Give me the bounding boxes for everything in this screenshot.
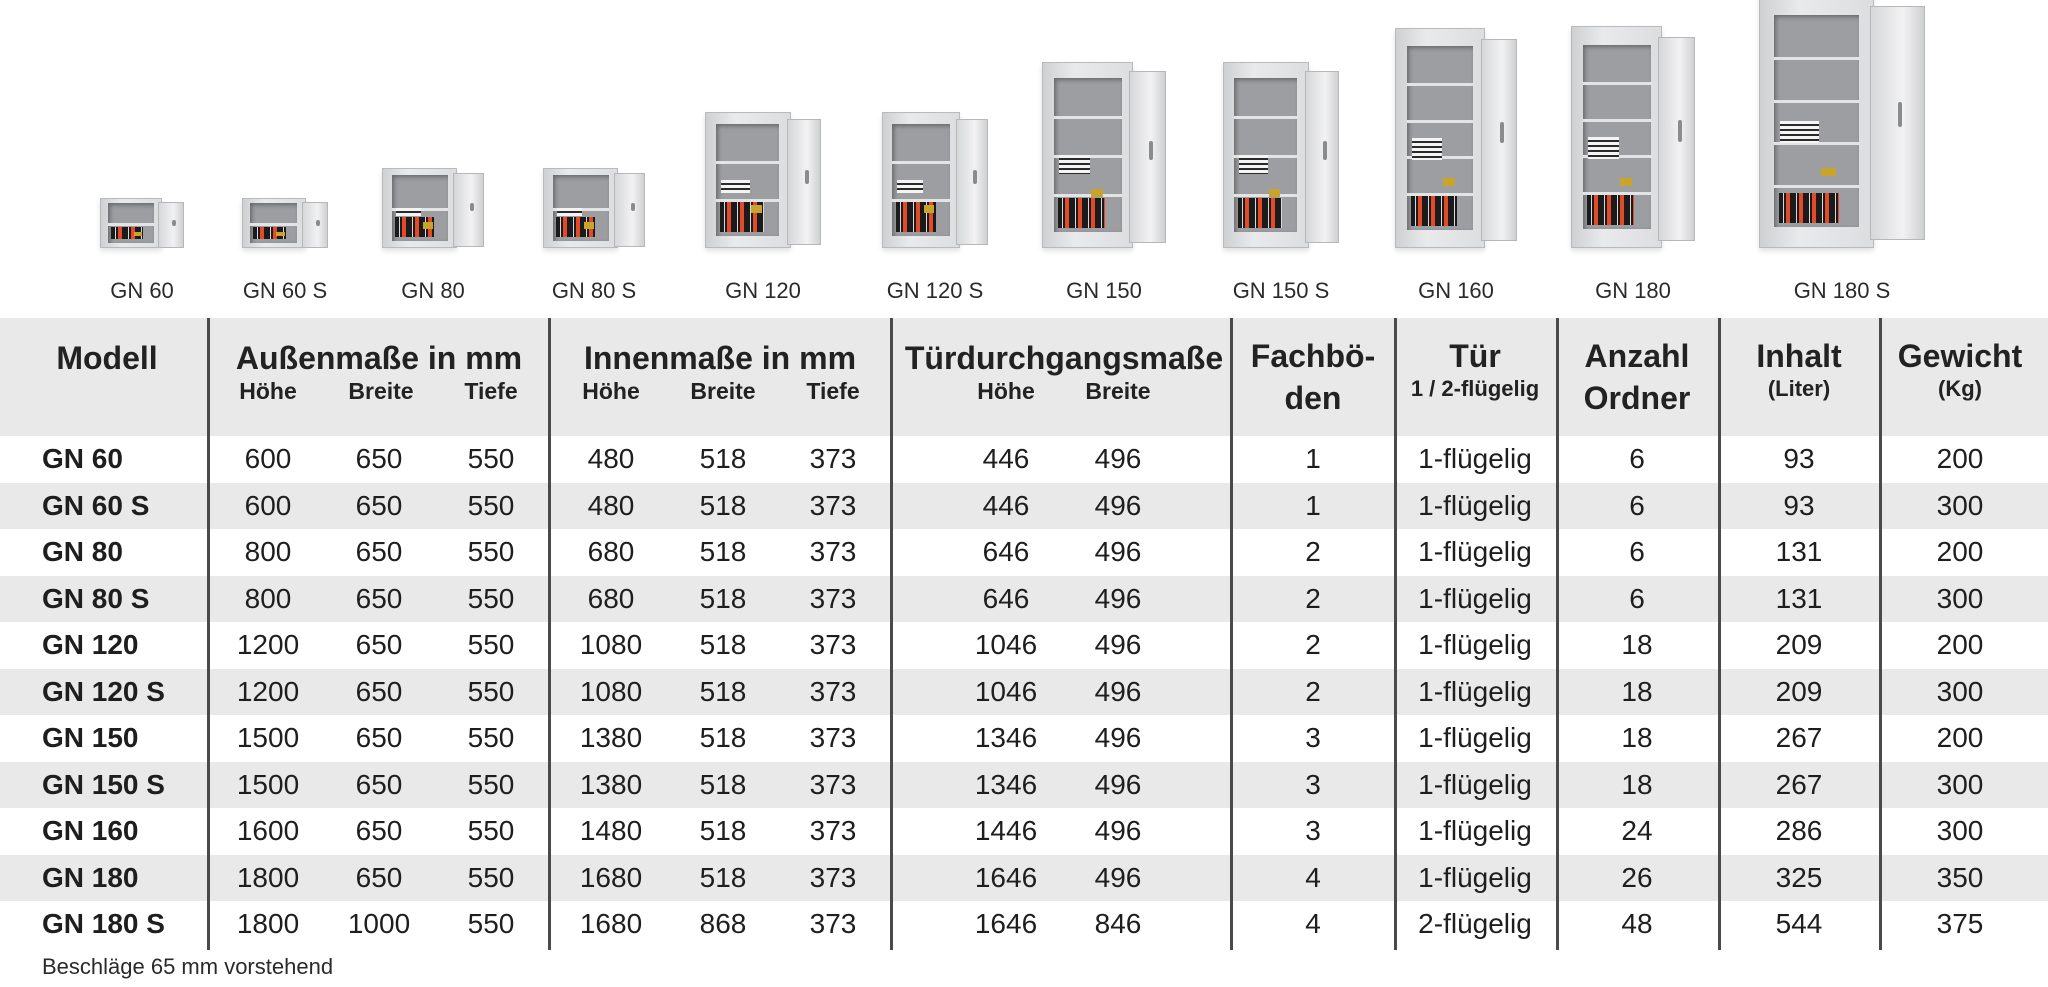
cell-i-b: 868 bbox=[699, 908, 747, 939]
cell-i-t: 373 bbox=[809, 629, 857, 660]
cell-i-t: 373 bbox=[809, 443, 857, 474]
cell-i-h: 1380 bbox=[579, 722, 643, 753]
cell-fach: 4 bbox=[1305, 861, 1321, 893]
cell-tuer: 1-flügelig bbox=[1418, 722, 1532, 753]
table-row bbox=[0, 436, 2048, 483]
cell-i-b: 518 bbox=[699, 861, 747, 893]
column-divider bbox=[1718, 318, 1721, 950]
cell-i-h: 1480 bbox=[579, 815, 643, 846]
header-fachboeden-line2: den bbox=[1284, 380, 1342, 416]
safe-label: GN 60 S bbox=[242, 278, 328, 303]
cell-i-h: 1080 bbox=[579, 675, 643, 707]
cell-a-h: 1500 bbox=[236, 768, 300, 800]
table-header bbox=[0, 318, 2048, 436]
cell-d-h: 446 bbox=[982, 443, 1030, 474]
table-row bbox=[0, 762, 2048, 809]
header-tuer-sub: 1 / 2-flügelig bbox=[1410, 376, 1540, 401]
cell-a-b: 650 bbox=[355, 489, 403, 521]
cell-modell: GN 180 S bbox=[42, 908, 165, 939]
cell-gewicht: 200 bbox=[1936, 629, 1984, 660]
column-divider bbox=[890, 318, 893, 950]
cell-i-h: 480 bbox=[587, 489, 635, 521]
cell-a-h: 600 bbox=[244, 443, 292, 474]
cell-modell: GN 80 S bbox=[42, 582, 150, 614]
cell-fach: 3 bbox=[1305, 815, 1321, 846]
cell-d-b: 846 bbox=[1094, 908, 1142, 939]
cell-inhalt: 93 bbox=[1783, 443, 1815, 474]
header-modell: Modell bbox=[56, 340, 158, 376]
cell-ordner: 18 bbox=[1621, 629, 1653, 660]
cell-d-b: 496 bbox=[1094, 675, 1142, 707]
cell-d-h: 446 bbox=[982, 489, 1030, 521]
cell-i-t: 373 bbox=[809, 815, 857, 846]
cell-gewicht: 300 bbox=[1936, 582, 1984, 614]
cell-inhalt: 131 bbox=[1775, 536, 1823, 567]
safe-image bbox=[543, 170, 645, 248]
cell-d-h: 646 bbox=[982, 536, 1030, 567]
cell-i-b: 518 bbox=[699, 629, 747, 660]
cell-modell: GN 120 bbox=[42, 629, 139, 660]
cell-i-h: 680 bbox=[587, 582, 635, 614]
cell-modell: GN 150 S bbox=[42, 768, 165, 800]
safe-image bbox=[1571, 28, 1695, 248]
safe-image bbox=[100, 200, 184, 248]
cell-a-h: 1500 bbox=[236, 722, 300, 753]
cell-fach: 3 bbox=[1305, 722, 1321, 753]
cell-ordner: 24 bbox=[1621, 815, 1653, 846]
cell-i-h: 1080 bbox=[579, 629, 643, 660]
cell-a-h: 1800 bbox=[236, 861, 300, 893]
column-divider bbox=[207, 318, 210, 950]
cell-d-b: 496 bbox=[1094, 489, 1142, 521]
header-gewicht: Gewicht bbox=[1897, 338, 2023, 374]
cell-i-t: 373 bbox=[809, 722, 857, 753]
safe-label: GN 150 bbox=[1066, 278, 1142, 303]
cell-a-h: 1600 bbox=[236, 815, 300, 846]
cell-i-t: 373 bbox=[809, 675, 857, 707]
cell-i-b: 518 bbox=[699, 815, 747, 846]
cell-d-h: 1046 bbox=[974, 675, 1038, 707]
cell-a-b: 1000 bbox=[347, 908, 411, 939]
cell-ordner: 6 bbox=[1629, 489, 1645, 521]
cell-a-h: 1200 bbox=[236, 675, 300, 707]
cell-modell: GN 160 bbox=[42, 815, 139, 846]
cell-tuer: 1-flügelig bbox=[1418, 582, 1532, 614]
cell-i-h: 1680 bbox=[579, 861, 643, 893]
cell-tuer: 1-flügelig bbox=[1418, 629, 1532, 660]
cell-gewicht: 200 bbox=[1936, 536, 1984, 567]
cell-a-t: 550 bbox=[467, 675, 515, 707]
cell-ordner: 26 bbox=[1621, 861, 1653, 893]
subheader-innen-tiefe: Tiefe bbox=[806, 378, 860, 404]
cell-gewicht: 300 bbox=[1936, 815, 1984, 846]
safe-label: GN 80 S bbox=[551, 278, 637, 303]
cell-ordner: 6 bbox=[1629, 443, 1645, 474]
cell-d-b: 496 bbox=[1094, 768, 1142, 800]
cell-fach: 2 bbox=[1305, 675, 1321, 707]
cell-a-t: 550 bbox=[467, 536, 515, 567]
header-gewicht-unit: (Kg) bbox=[1938, 376, 1982, 401]
safe-image bbox=[1759, 0, 1925, 248]
header-tuerdurchgangsmasse: Türdurchgangsmaße bbox=[904, 340, 1224, 376]
cell-fach: 3 bbox=[1305, 768, 1321, 800]
cell-modell: GN 120 S bbox=[42, 675, 165, 707]
cell-modell: GN 60 bbox=[42, 443, 123, 474]
cell-ordner: 6 bbox=[1629, 536, 1645, 567]
cell-i-b: 518 bbox=[699, 768, 747, 800]
safe-image bbox=[705, 114, 821, 248]
table-row bbox=[0, 808, 2048, 855]
cell-a-b: 650 bbox=[355, 768, 403, 800]
cell-i-h: 1380 bbox=[579, 768, 643, 800]
cell-modell: GN 60 S bbox=[42, 489, 150, 521]
safe-label: GN 60 bbox=[110, 278, 174, 303]
header-ordner: Ordner bbox=[1583, 380, 1691, 416]
cell-tuer: 1-flügelig bbox=[1418, 815, 1532, 846]
table-row bbox=[0, 576, 2048, 623]
cell-inhalt: 209 bbox=[1775, 675, 1823, 707]
cell-i-t: 373 bbox=[809, 861, 857, 893]
column-divider bbox=[1230, 318, 1233, 950]
table-row bbox=[0, 855, 2048, 902]
cell-a-h: 1200 bbox=[236, 629, 300, 660]
safe-image bbox=[882, 114, 988, 248]
cell-tuer: 1-flügelig bbox=[1418, 489, 1532, 521]
cell-i-t: 373 bbox=[809, 908, 857, 939]
cell-i-t: 373 bbox=[809, 536, 857, 567]
cell-inhalt: 325 bbox=[1775, 861, 1823, 893]
cell-d-b: 496 bbox=[1094, 722, 1142, 753]
cell-i-b: 518 bbox=[699, 536, 747, 567]
cell-d-h: 1046 bbox=[974, 629, 1038, 660]
cell-d-h: 1346 bbox=[974, 722, 1038, 753]
cell-fach: 2 bbox=[1305, 629, 1321, 660]
cell-a-b: 650 bbox=[355, 861, 403, 893]
cell-ordner: 18 bbox=[1621, 722, 1653, 753]
subheader-aussen-hoehe: Höhe bbox=[239, 378, 297, 404]
cell-i-t: 373 bbox=[809, 489, 857, 521]
column-divider bbox=[1879, 318, 1882, 950]
cell-gewicht: 375 bbox=[1936, 908, 1984, 939]
cell-fach: 1 bbox=[1305, 489, 1321, 521]
cell-modell: GN 150 bbox=[42, 722, 139, 753]
safe-label: GN 120 S bbox=[886, 278, 984, 303]
safe-label: GN 180 S bbox=[1793, 278, 1891, 303]
safe-label: GN 80 bbox=[401, 278, 465, 303]
cell-d-b: 496 bbox=[1094, 861, 1142, 893]
table-row bbox=[0, 529, 2048, 576]
cell-a-t: 550 bbox=[467, 722, 515, 753]
cell-inhalt: 209 bbox=[1775, 629, 1823, 660]
cell-a-h: 800 bbox=[244, 536, 292, 567]
header-anzahl: Anzahl bbox=[1584, 338, 1690, 374]
cell-a-t: 550 bbox=[467, 582, 515, 614]
cell-ordner: 18 bbox=[1621, 768, 1653, 800]
column-divider bbox=[548, 318, 551, 950]
safe-label: GN 160 bbox=[1418, 278, 1494, 303]
footnote: Beschläge 65 mm vorstehend bbox=[42, 954, 334, 979]
cell-d-b: 496 bbox=[1094, 582, 1142, 614]
cell-a-b: 650 bbox=[355, 629, 403, 660]
subheader-aussen-breite: Breite bbox=[348, 378, 414, 404]
safe-image bbox=[1395, 30, 1517, 248]
safe-label: GN 180 bbox=[1595, 278, 1671, 303]
subheader-durchgang-hoehe: Höhe bbox=[977, 378, 1035, 404]
cell-a-t: 550 bbox=[467, 443, 515, 474]
safe-label: GN 150 S bbox=[1232, 278, 1330, 303]
cell-a-b: 650 bbox=[355, 443, 403, 474]
subheader-aussen-tiefe: Tiefe bbox=[464, 378, 518, 404]
cell-i-t: 373 bbox=[809, 768, 857, 800]
safe-image bbox=[1042, 64, 1166, 248]
cell-i-h: 1680 bbox=[579, 908, 643, 939]
header-inhalt: Inhalt bbox=[1756, 338, 1842, 374]
cell-a-b: 650 bbox=[355, 722, 403, 753]
cell-inhalt: 267 bbox=[1775, 722, 1823, 753]
header-innenmasse: Innenmaße in mm bbox=[583, 340, 857, 376]
safe-image bbox=[1223, 64, 1339, 248]
cell-ordner: 48 bbox=[1621, 908, 1653, 939]
safe-label: GN 120 bbox=[725, 278, 801, 303]
cell-d-h: 1446 bbox=[974, 815, 1038, 846]
cell-d-h: 1646 bbox=[974, 861, 1038, 893]
cell-gewicht: 200 bbox=[1936, 722, 1984, 753]
cell-i-b: 518 bbox=[699, 722, 747, 753]
cell-i-b: 518 bbox=[699, 443, 747, 474]
cell-inhalt: 93 bbox=[1783, 489, 1815, 521]
cell-inhalt: 544 bbox=[1775, 908, 1823, 939]
cell-a-t: 550 bbox=[467, 815, 515, 846]
subheader-durchgang-breite: Breite bbox=[1085, 378, 1151, 404]
cell-tuer: 1-flügelig bbox=[1418, 675, 1532, 707]
cell-gewicht: 300 bbox=[1936, 489, 1984, 521]
cell-tuer: 1-flügelig bbox=[1418, 536, 1532, 567]
cell-i-b: 518 bbox=[699, 489, 747, 521]
cell-gewicht: 200 bbox=[1936, 443, 1984, 474]
cell-a-t: 550 bbox=[467, 908, 515, 939]
cell-d-b: 496 bbox=[1094, 443, 1142, 474]
table-row bbox=[0, 483, 2048, 530]
table-row bbox=[0, 901, 2048, 948]
cell-gewicht: 350 bbox=[1936, 861, 1984, 893]
cell-inhalt: 267 bbox=[1775, 768, 1823, 800]
cell-a-h: 800 bbox=[244, 582, 292, 614]
cell-a-b: 650 bbox=[355, 815, 403, 846]
table-row bbox=[0, 622, 2048, 669]
cell-a-t: 550 bbox=[467, 489, 515, 521]
subheader-innen-hoehe: Höhe bbox=[582, 378, 640, 404]
cell-tuer: 2-flügelig bbox=[1418, 908, 1532, 939]
column-divider bbox=[1394, 318, 1397, 950]
cell-a-t: 550 bbox=[467, 861, 515, 893]
cell-i-h: 480 bbox=[587, 443, 635, 474]
cell-tuer: 1-flügelig bbox=[1418, 768, 1532, 800]
cell-inhalt: 131 bbox=[1775, 582, 1823, 614]
cell-a-t: 550 bbox=[467, 768, 515, 800]
cell-a-b: 650 bbox=[355, 536, 403, 567]
safe-image bbox=[242, 200, 328, 248]
subheader-innen-breite: Breite bbox=[690, 378, 756, 404]
table-row bbox=[0, 715, 2048, 762]
cell-tuer: 1-flügelig bbox=[1418, 443, 1532, 474]
cell-gewicht: 300 bbox=[1936, 768, 1984, 800]
header-tuer: Tür bbox=[1449, 338, 1501, 374]
cell-modell: GN 180 bbox=[42, 861, 139, 893]
cell-i-t: 373 bbox=[809, 582, 857, 614]
cell-fach: 2 bbox=[1305, 536, 1321, 567]
cell-i-h: 680 bbox=[587, 536, 635, 567]
cell-tuer: 1-flügelig bbox=[1418, 861, 1532, 893]
cell-inhalt: 286 bbox=[1775, 815, 1823, 846]
cell-ordner: 18 bbox=[1621, 675, 1653, 707]
cell-a-t: 550 bbox=[467, 629, 515, 660]
cell-d-h: 646 bbox=[982, 582, 1030, 614]
cell-d-b: 496 bbox=[1094, 629, 1142, 660]
header-aussenmasse: Außenmaße in mm bbox=[235, 340, 523, 376]
cell-fach: 1 bbox=[1305, 443, 1321, 474]
cell-i-b: 518 bbox=[699, 675, 747, 707]
cell-a-b: 650 bbox=[355, 582, 403, 614]
cell-d-h: 1646 bbox=[974, 908, 1038, 939]
cell-d-b: 496 bbox=[1094, 815, 1142, 846]
product-gallery bbox=[0, 0, 2048, 318]
cell-a-h: 600 bbox=[244, 489, 292, 521]
cell-ordner: 6 bbox=[1629, 582, 1645, 614]
cell-a-h: 1800 bbox=[236, 908, 300, 939]
column-divider bbox=[1556, 318, 1559, 950]
cell-d-b: 496 bbox=[1094, 536, 1142, 567]
cell-a-b: 650 bbox=[355, 675, 403, 707]
cell-i-b: 518 bbox=[699, 582, 747, 614]
header-fachboeden-line1: Fachbö- bbox=[1250, 338, 1376, 374]
cell-gewicht: 300 bbox=[1936, 675, 1984, 707]
table-row bbox=[0, 669, 2048, 716]
safe-image bbox=[382, 170, 484, 248]
cell-d-h: 1346 bbox=[974, 768, 1038, 800]
cell-fach: 4 bbox=[1305, 908, 1321, 939]
cell-modell: GN 80 bbox=[42, 536, 123, 567]
header-inhalt-unit: (Liter) bbox=[1767, 376, 1831, 401]
cell-fach: 2 bbox=[1305, 582, 1321, 614]
